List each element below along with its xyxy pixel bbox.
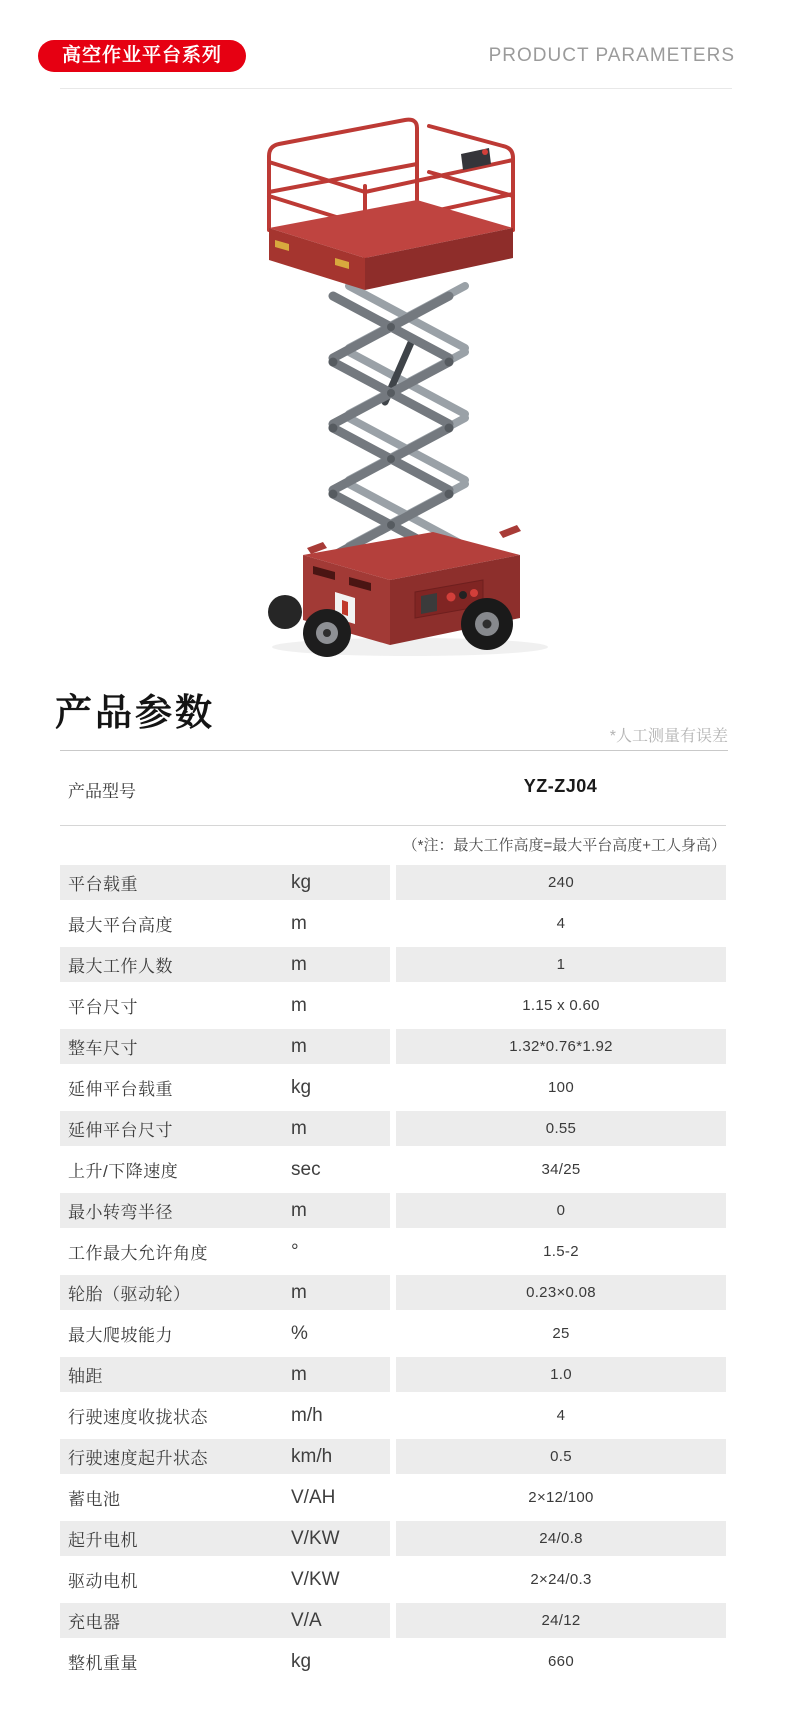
spec-value: 25 [552, 1325, 570, 1342]
spec-right-cell [396, 1275, 726, 1310]
spec-right-cell [396, 1562, 726, 1597]
spec-label: 蓄电池 [68, 1490, 121, 1509]
rear-wheel [268, 595, 302, 629]
spec-label: 平台尺寸 [68, 998, 138, 1017]
spec-right-cell [396, 1234, 726, 1269]
spec-value: 1.5-2 [543, 1243, 579, 1260]
table-row [60, 1149, 726, 1190]
spec-left-cell [60, 988, 390, 1023]
spec-left-cell [60, 1603, 390, 1638]
table-row [60, 1190, 726, 1231]
spec-value: 24/0.8 [539, 1530, 583, 1547]
control-box-button [482, 149, 488, 155]
lift-platform [269, 200, 513, 290]
table-row [60, 1067, 726, 1108]
spec-value: 660 [548, 1653, 574, 1670]
spec-right-cell [396, 1316, 726, 1351]
spec-value: 0.5 [550, 1448, 572, 1465]
spec-left-cell [60, 865, 390, 900]
spec-right-cell [396, 1029, 726, 1064]
table-row [60, 1395, 726, 1436]
spec-right-cell [396, 865, 726, 900]
spec-right-cell [396, 1603, 726, 1638]
lift-scissors-front [333, 296, 449, 556]
spec-value: 0.55 [545, 1120, 577, 1137]
spec-right-cell [396, 1070, 726, 1105]
spec-value: 100 [548, 1079, 574, 1096]
product-image [215, 100, 575, 660]
table-row [60, 1477, 726, 1518]
spec-value: 1.0 [550, 1366, 572, 1383]
spec-table [60, 862, 726, 1682]
spec-unit: m [291, 912, 307, 934]
spec-unit: m [291, 1035, 307, 1057]
spec-label: 最大爬坡能力 [68, 1326, 173, 1345]
spec-unit: km/h [291, 1445, 333, 1467]
spec-left-cell [60, 1398, 390, 1433]
page-title-en: PRODUCT PARAMETERS [488, 45, 735, 66]
spec-right-cell [396, 1193, 726, 1228]
spec-label: 最小转弯半径 [68, 1203, 173, 1222]
spec-label: 延伸平台载重 [68, 1080, 173, 1099]
spec-value: 1.32*0.76*1.92 [509, 1038, 613, 1055]
spec-value: 2×12/100 [528, 1489, 594, 1506]
spec-left-cell [60, 1521, 390, 1556]
model-value: YZ-ZJ04 [523, 776, 598, 796]
spec-label: 延伸平台尺寸 [68, 1121, 173, 1140]
spec-left-cell [60, 1070, 390, 1105]
spec-unit: m [291, 1199, 307, 1221]
table-row [60, 862, 726, 903]
spec-right-cell [396, 947, 726, 982]
spec-left-cell [60, 1644, 390, 1679]
table-row [60, 1272, 726, 1313]
spec-left-cell [60, 1193, 390, 1228]
spec-value: 2×24/0.3 [530, 1571, 592, 1588]
spec-right-cell [396, 1357, 726, 1392]
spec-unit: kg [291, 1650, 312, 1672]
spec-right-cell [396, 1111, 726, 1146]
spec-label: 充电器 [68, 1613, 121, 1632]
table-row [60, 1313, 726, 1354]
spec-right-cell [396, 1521, 726, 1556]
spec-unit: sec [291, 1158, 321, 1180]
header [38, 40, 735, 72]
spec-left-cell [60, 906, 390, 941]
table-row [60, 1108, 726, 1149]
table-row [60, 1518, 726, 1559]
spec-label: 轴距 [68, 1367, 103, 1386]
spec-right-cell [396, 1644, 726, 1679]
spec-left-cell [60, 1439, 390, 1474]
spec-unit: kg [291, 871, 312, 893]
spec-value: 4 [556, 1407, 566, 1424]
spec-left-cell [60, 1562, 390, 1597]
table-note: （*注：最大工作高度=最大平台高度+工人身高） [402, 837, 726, 854]
spec-left-cell [60, 1480, 390, 1515]
spec-unit: kg [291, 1076, 312, 1098]
spec-label: 整机重量 [68, 1654, 138, 1673]
spec-unit: V/KW [291, 1527, 340, 1549]
spec-label: 起升电机 [68, 1531, 138, 1550]
spec-left-cell [60, 947, 390, 982]
spec-unit: m [291, 1117, 307, 1139]
model-row [60, 751, 726, 826]
spec-unit: % [291, 1322, 308, 1344]
spec-label: 工作最大允许角度 [68, 1244, 208, 1263]
header-divider [60, 88, 732, 89]
spec-value: 0 [556, 1202, 566, 1219]
spec-unit: m [291, 953, 307, 975]
spec-label: 驱动电机 [68, 1572, 138, 1591]
spec-right-cell [396, 1152, 726, 1187]
spec-right-cell [396, 1398, 726, 1433]
table-row [60, 944, 726, 985]
spec-left-cell [60, 1275, 390, 1310]
spec-left-cell [60, 1111, 390, 1146]
spec-value: 4 [556, 915, 566, 932]
spec-right-cell [396, 906, 726, 941]
spec-value: 0.23×0.08 [526, 1284, 596, 1301]
table-row [60, 1559, 726, 1600]
model-label: 产品型号 [68, 782, 136, 801]
spec-right-cell [396, 988, 726, 1023]
spec-left-cell [60, 1152, 390, 1187]
table-row [60, 1600, 726, 1641]
spec-unit: m [291, 1363, 307, 1385]
spec-right-cell [396, 1480, 726, 1515]
table-row [60, 1436, 726, 1477]
measure-note: *人工测量有误差 [609, 728, 728, 745]
spec-value: 24/12 [541, 1612, 581, 1629]
spec-unit: m [291, 1281, 307, 1303]
spec-unit: V/A [291, 1609, 322, 1631]
table-row [60, 1231, 726, 1272]
spec-label: 行驶速度收拢状态 [68, 1408, 208, 1427]
table-row [60, 1354, 726, 1395]
section-title: 产品参数 [55, 692, 215, 733]
spec-unit: m/h [291, 1404, 323, 1426]
spec-label: 平台载重 [68, 875, 138, 894]
spec-value: 240 [548, 874, 574, 891]
spec-value: 1.15 x 0.60 [522, 997, 600, 1014]
table-row [60, 1641, 726, 1682]
spec-left-cell [60, 1357, 390, 1392]
spec-right-cell [396, 1439, 726, 1474]
spec-label: 整车尺寸 [68, 1039, 138, 1058]
spec-left-cell [60, 1316, 390, 1351]
table-row [60, 1026, 726, 1067]
spec-value: 1 [556, 956, 566, 973]
spec-label: 上升/下降速度 [68, 1162, 179, 1181]
spec-label: 轮胎（驱动轮） [68, 1285, 191, 1304]
spec-label: 行驶速度起升状态 [68, 1449, 208, 1468]
scissor-lift-illustration [215, 100, 575, 660]
spec-label: 最大工作人数 [68, 957, 173, 976]
spec-unit: ° [291, 1240, 299, 1262]
spec-unit: m [291, 994, 307, 1016]
spec-unit: V/KW [291, 1568, 340, 1590]
spec-left-cell [60, 1029, 390, 1064]
spec-value: 34/25 [541, 1161, 581, 1178]
spec-left-cell [60, 1234, 390, 1269]
table-row [60, 985, 726, 1026]
series-badge: 高空作业平台系列 [38, 40, 246, 72]
spec-unit: V/AH [291, 1486, 336, 1508]
spec-label: 最大平台高度 [68, 916, 173, 935]
table-row [60, 903, 726, 944]
